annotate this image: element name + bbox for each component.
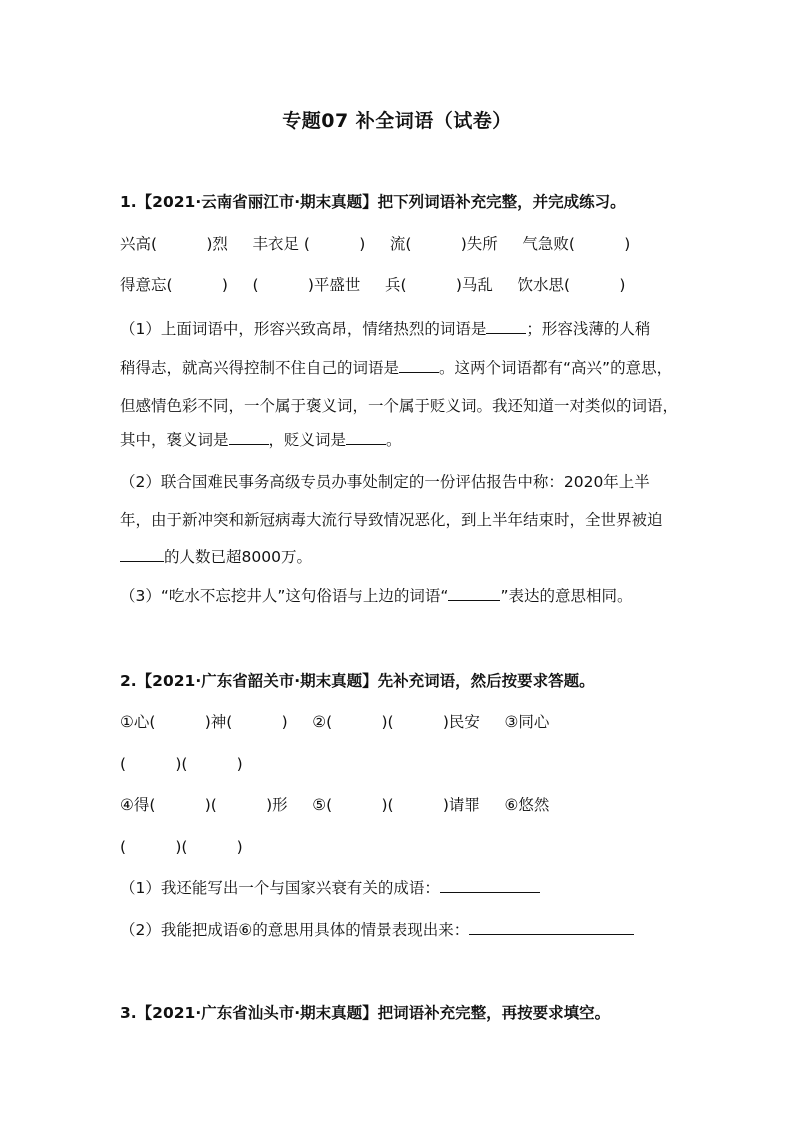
text: 。 bbox=[386, 431, 402, 449]
page-title: 专题07 补全词语（试卷） bbox=[282, 110, 512, 132]
text: （3）“吃水不忘挖井人”这句俗语与上边的词语“ bbox=[120, 587, 449, 605]
answer-blank[interactable] bbox=[486, 319, 526, 334]
answer-blank[interactable] bbox=[448, 586, 500, 601]
q2-word-row-3: ④得( )( )形 ⑤( )( )请罪 ⑥悠然 bbox=[120, 796, 550, 814]
question-3-heading: 3.【2021·广东省汕头市·期末真题】把词语补充完整，再按要求填空。 bbox=[120, 1004, 611, 1022]
q1-part2-line2: 年，由于新冲突和新冠病毒大流行导致情况恶化，到上半年结束时，全世界被迫 bbox=[120, 511, 663, 529]
text: 的人数已超8000万。 bbox=[164, 548, 312, 566]
q2-word-row-4: ( )( ) bbox=[120, 838, 243, 856]
text: 。这两个词语都有“高兴”的意思， bbox=[439, 359, 673, 377]
q2-word-row-1: ①心( )神( ) ②( )( )民安 ③同心 bbox=[120, 713, 550, 731]
answer-blank[interactable] bbox=[469, 920, 634, 935]
question-1-heading: 1.【2021·云南省丽江市·期末真题】把下列词语补充完整，并完成练习。 bbox=[120, 193, 626, 211]
text: （2）我能把成语⑥的意思用具体的情景表现出来： bbox=[120, 921, 470, 939]
answer-blank[interactable] bbox=[346, 430, 386, 445]
q1-part1-line1 bbox=[120, 319, 650, 339]
q1-part2-line1: （2）联合国难民事务高级专员办事处制定的一份评估报告中称：2020年上半 bbox=[120, 473, 650, 491]
text: 其中，褒义词是 bbox=[120, 431, 229, 449]
text: ”表达的意思相同。 bbox=[500, 587, 633, 605]
text: ；形容浅薄的人稍 bbox=[526, 320, 651, 338]
q2-word-row-2: ( )( ) bbox=[120, 755, 243, 773]
q2-sub-2 bbox=[120, 920, 634, 940]
answer-blank[interactable] bbox=[120, 547, 164, 562]
q1-part1-line4 bbox=[120, 430, 402, 450]
answer-blank[interactable] bbox=[229, 430, 269, 445]
q1-word-row-2: 得意忘( ) ( )平盛世 兵( )马乱 饮水思( ) bbox=[120, 276, 626, 294]
text: （1）我还能写出一个与国家兴衰有关的成语： bbox=[120, 879, 440, 897]
question-2-heading: 2.【2021·广东省韶关市·期末真题】先补充词语，然后按要求答题。 bbox=[120, 672, 595, 690]
q2-sub-1 bbox=[120, 878, 540, 898]
q1-word-row-1: 兴高( )烈 丰衣足 ( ) 流( )失所 气急败( ) bbox=[120, 235, 631, 253]
q1-part1-line2 bbox=[120, 358, 672, 378]
text: ，贬义词是 bbox=[268, 431, 347, 449]
text: 稍得志，就高兴得控制不住自己的词语是 bbox=[120, 359, 400, 377]
q1-part1-line3: 但感情色彩不同，一个属于褒义词，一个属于贬义词。我还知道一对类似的词语， bbox=[120, 397, 679, 415]
q1-part3 bbox=[120, 586, 632, 606]
text: （1）上面词语中，形容兴致高昂，情绪热烈的词语是 bbox=[120, 320, 487, 338]
answer-blank[interactable] bbox=[399, 358, 439, 373]
q1-part2-line3 bbox=[120, 547, 312, 567]
answer-blank[interactable] bbox=[440, 878, 540, 893]
